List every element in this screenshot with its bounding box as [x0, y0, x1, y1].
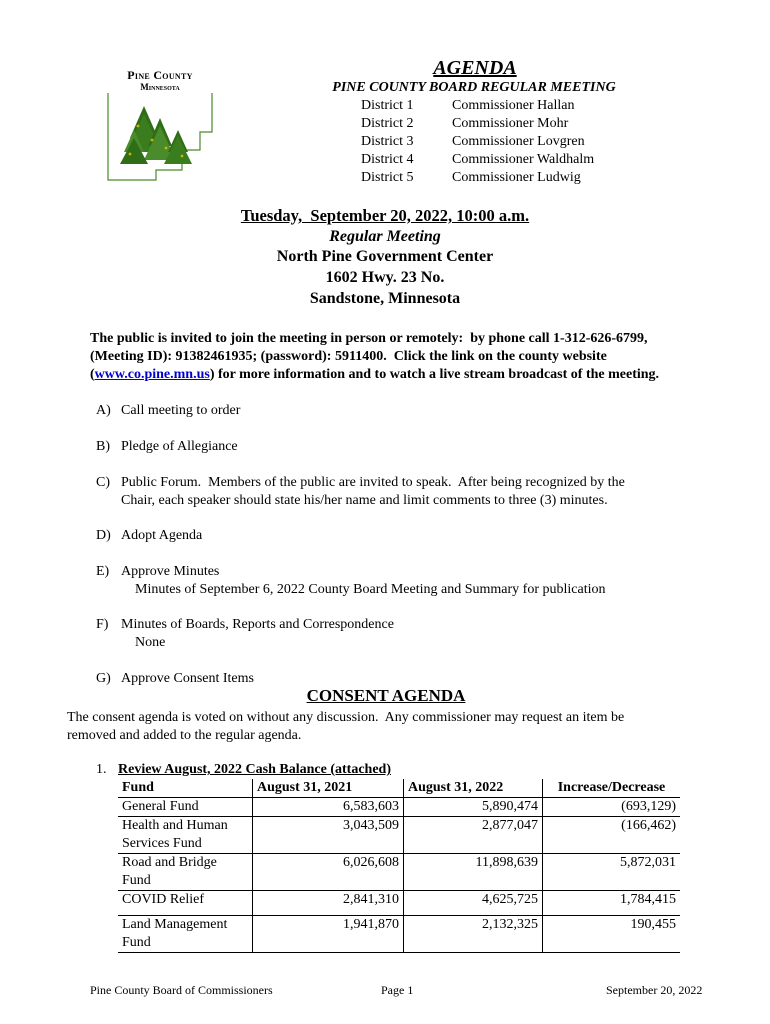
- agenda-item-e: E) Approve Minutes Minutes of September 6, 2022 County Board Meeting and Summary for publication: [96, 564, 606, 597]
- table-row: COVID Relief 2,841,310 4,625,725 1,784,415: [118, 891, 680, 916]
- agenda-item-d: D) Adopt Agenda: [96, 528, 203, 543]
- table-header-row: [118, 779, 680, 798]
- meeting-location: North Pine Government Center: [276, 248, 494, 265]
- column-header: Fund: [118, 779, 253, 798]
- meeting-date-time: Tuesday, September 20, 2022, 10:00 a.m.: [240, 206, 530, 225]
- agenda-item-c: C) Public Forum. Members of the public are invited to speak. After being recognized by the Chair, each speaker should state his/her name and limit comments to three (3) minutes.: [96, 475, 625, 508]
- agenda-item-f: F) Minutes of Boards, Reports and Correspondence None: [96, 617, 394, 650]
- meeting-address: 1602 Hwy. 23 No.: [325, 269, 445, 286]
- logo-subtitle: Minnesota: [140, 82, 180, 92]
- district-row: District 2 Commissioner Mohr: [361, 116, 569, 131]
- column-header: August 31, 2021: [253, 779, 404, 798]
- district-row: District 4 Commissioner Waldhalm: [361, 152, 595, 167]
- footer-organization: Pine County Board of Commissioners: [90, 983, 273, 997]
- district-row: District 5 Commissioner Ludwig: [361, 170, 581, 185]
- table-row: Road and Bridge Fund 6,026,608 11,898,639 5,872,031: [118, 854, 680, 891]
- meeting-type: Regular Meeting: [329, 228, 441, 245]
- footer-date: September 20, 2022: [606, 983, 703, 997]
- table-row: Health and Human Services Fund 3,043,509 2,877,047 (166,462): [118, 817, 680, 854]
- table-row: Land Management Fund 1,941,870 2,132,325 190,455: [118, 916, 680, 953]
- agenda-item-b: B) Pledge of Allegiance: [96, 439, 238, 454]
- district-row: District 3 Commissioner Lovgren: [361, 134, 585, 149]
- pine-trees-icon: [120, 106, 192, 164]
- district-list: [361, 97, 594, 187]
- public-notice: The public is invited to join the meeting in person or remotely: by phone call 1-312-626-6799, (Meeting ID): 91382461935; (password): 5911400. Click the link on the county website (www.co.pine.mn.us) for more information and to watch a live stream broadcast of the meeting.: [90, 331, 660, 382]
- consent-description: The consent agenda is voted on without any discussion. Any commissioner may request an item be removed and added to the regular agenda.: [67, 710, 625, 743]
- column-header: Increase/Decrease: [543, 779, 681, 798]
- agenda-item-a: A) Call meeting to order: [96, 403, 241, 418]
- consent-item-1: 1. Review August, 2022 Cash Balance (attached): [96, 762, 391, 777]
- meeting-city: Sandstone, Minnesota: [309, 290, 461, 307]
- logo-title: Pine County: [127, 68, 193, 82]
- agenda-item-g: G) Approve Consent Items: [96, 671, 254, 686]
- county-website-link[interactable]: www.co.pine.mn.us: [94, 367, 210, 382]
- agenda-title: AGENDA: [433, 57, 517, 79]
- table-row: General Fund 6,583,603 5,890,474 (693,129): [118, 798, 680, 817]
- pine-county-logo: [104, 66, 216, 184]
- column-header: August 31, 2022: [404, 779, 543, 798]
- consent-agenda-heading: CONSENT AGENDA: [306, 686, 466, 705]
- footer-page-number: Page 1: [381, 983, 414, 997]
- cash-balance-table: [118, 779, 680, 953]
- meeting-name: PINE COUNTY BOARD REGULAR MEETING: [332, 80, 616, 95]
- district-row: District 1 Commissioner Hallan: [361, 98, 575, 113]
